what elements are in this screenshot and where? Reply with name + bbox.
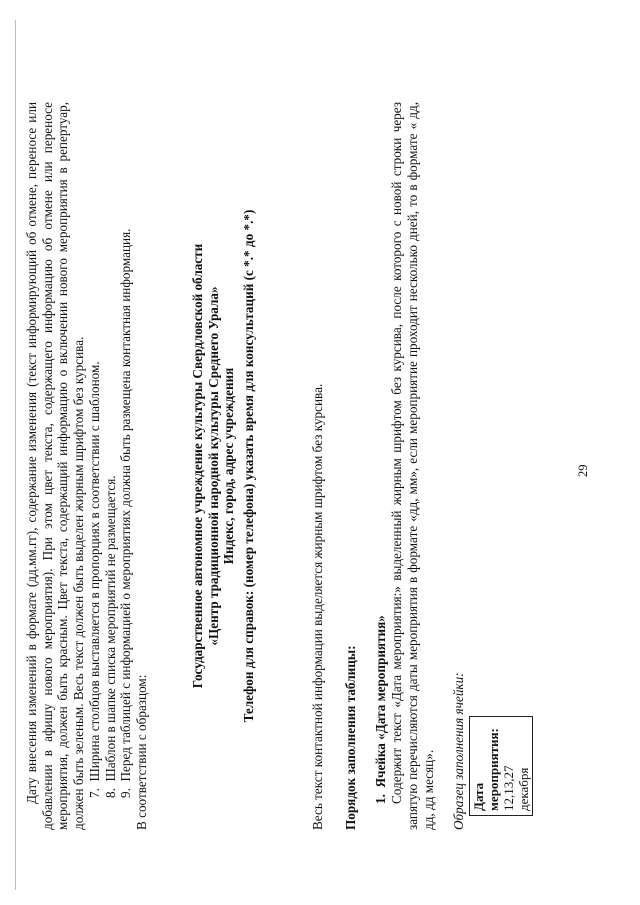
sample-cell-month: декабря — [515, 767, 531, 811]
sample-cell-label: Дата мероприятия: — [470, 728, 501, 811]
sample-cell — [469, 717, 532, 816]
page-number: 29 — [576, 464, 590, 477]
org-phone: Телефон для справок: (номер телефона) указать время для консультаций (с *.* до *.*) — [241, 209, 257, 723]
sample-cell-table — [469, 716, 533, 816]
contact-block — [190, 102, 257, 830]
cell-date-description: Содержит текст «Дата мероприятия:» выделенный жирным шрифтом без курсива, после которого с новой строки через запятую перечисляются даты мероприятия в формате «дд, мм», если мероприятие проходит несколько дней, то в формате « дд, дд, дд месяц». — [389, 102, 436, 830]
sample-caption: Образец заполнения ячейки: — [451, 672, 467, 830]
org-name-line1: Государственное автономное учреждение культуры Свердловской области — [190, 243, 205, 689]
contact-note: Весь текст контактной информации выделяется жирным шрифтом без курсива. — [310, 383, 325, 830]
fill-order-heading: Порядок заполнения таблицы: — [342, 645, 358, 830]
top-scan-edge — [15, 20, 16, 890]
org-name-line2: «Центр традиционной народной культуры Среднего Урала» — [205, 286, 221, 646]
paragraph-change-info: Дату внесения изменений в формате (дд.мм.гг), содержание изменения (текст информирующий об отмене, переносе или добавлении в афишу нового мероприятия). При этом цвет текста, содержащего информацию об отмене или переносе мероприятия, должен быть красным. Цвет текста, содержащий информацию о включении нового мероприятия в репертуар, должен быть зеленым. Весь текст должен быть выделен жирным шрифтом без курсива. — [24, 102, 87, 830]
cell-date-heading: 1. Ячейка «Дата мероприятия» — [373, 615, 389, 804]
body-lower — [310, 102, 533, 830]
body-upper — [24, 102, 150, 830]
list-item-7: 7. Ширина столбцов выставляется в пропорциях в соответствии с шаблоном. — [86, 361, 102, 798]
list-item-9: 9. Перед таблицей с информацией о мероприятиях должна быть размещена контактная информация. — [118, 228, 134, 798]
sample-intro: В соответствии с образцом: — [133, 674, 149, 830]
sample-cell-dates: 12,13,27 — [500, 765, 516, 811]
org-address: Индекс, город, адрес учреждения — [221, 367, 237, 565]
list-item-8: 8. Шаблон в шапке списка мероприятий не размещается. — [102, 475, 118, 798]
